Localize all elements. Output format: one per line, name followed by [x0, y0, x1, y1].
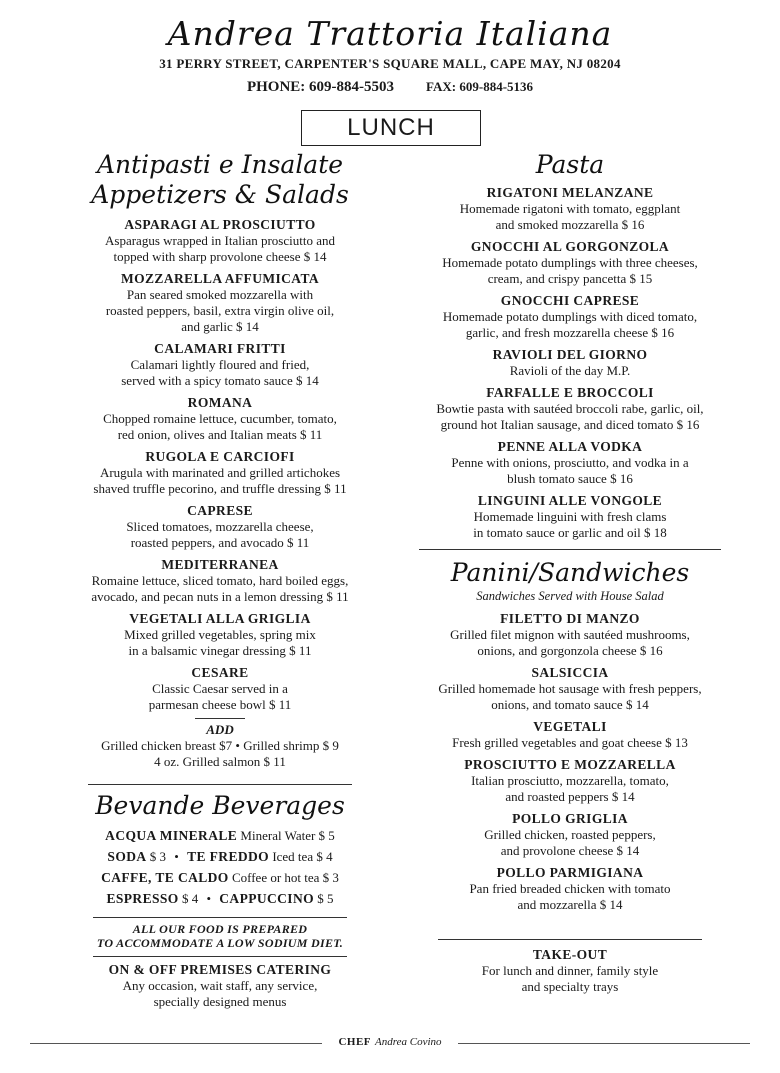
item-name: CESARE	[191, 665, 249, 680]
beverage-desc: $ 4	[181, 891, 199, 906]
item-name: GNOCCHI AL GORGONZOLA	[470, 239, 670, 254]
menu-item	[40, 448, 400, 497]
beverage-desc: Coffee or hot tea $ 3	[231, 870, 339, 885]
menu-item	[400, 810, 740, 859]
menu-item	[400, 438, 740, 487]
bullet-separator: •	[174, 849, 179, 864]
item-desc: blush tomato sauce $ 16	[507, 471, 633, 486]
item-desc: and mozzarella $ 14	[517, 897, 623, 912]
appetizers-heading: Appetizers & Salads	[91, 180, 349, 209]
menu-label-box: LUNCH	[301, 110, 481, 146]
item-desc: Calamari lightly floured and fried,	[130, 357, 310, 372]
item-desc: Sliced tomatoes, mozzarella cheese,	[126, 519, 314, 534]
item-name: LINGUINI ALLE VONGOLE	[477, 493, 663, 508]
item-desc: garlic, and fresh mozzarella cheese $ 16	[465, 325, 675, 340]
menu-item	[40, 340, 400, 389]
item-desc: Homemade potato dumplings with three cheeses,	[442, 255, 698, 270]
menu-item	[400, 718, 740, 751]
catering-desc: Any occasion, wait staff, any service,	[122, 978, 318, 993]
item-desc: shaved truffle pecorino, and truffle dressing $ 11	[93, 481, 347, 496]
menu-item	[400, 610, 740, 659]
menu-item	[400, 864, 740, 913]
right-column	[400, 150, 740, 995]
beverage-name: ESPRESSO	[106, 891, 179, 906]
menu-item	[400, 384, 740, 433]
item-desc: and roasted peppers $ 14	[505, 789, 635, 804]
takeout-title: TAKE-OUT	[532, 947, 608, 962]
beverage-row	[40, 825, 400, 846]
item-name: FILETTO DI MANZO	[500, 611, 640, 626]
beverage-row	[40, 888, 400, 909]
beverage-desc: Iced tea $ 4	[272, 849, 333, 864]
beverages-heading: Bevande Beverages	[95, 791, 345, 820]
takeout-desc: and specialty trays	[521, 979, 619, 994]
menu-item	[400, 292, 740, 341]
item-desc: Bowtie pasta with sautéed broccoli rabe, garlic, oil,	[436, 401, 704, 416]
item-desc: Grilled filet mignon with sautéed mushrooms,	[450, 627, 690, 642]
item-desc: parmesan cheese bowl $ 11	[148, 697, 292, 712]
item-desc: Fresh grilled vegetables and goat cheese $ 13	[452, 735, 688, 750]
section-divider	[88, 784, 352, 785]
beverage-name: CAPPUCCINO	[219, 891, 315, 906]
add-label: ADD	[206, 722, 234, 737]
item-desc: Classic Caesar served in a	[152, 681, 288, 696]
takeout-desc: For lunch and dinner, family style	[481, 963, 659, 978]
restaurant-title: Andrea Trattoria Italiana	[167, 14, 613, 53]
restaurant-address: 31 PERRY STREET, CARPENTER'S SQUARE MALL, CAPE MAY, NJ 08204	[159, 56, 621, 71]
item-name: RUGOLA E CARCIOFI	[145, 449, 295, 464]
catering-desc: specially designed menus	[153, 994, 287, 1009]
add-line: Grilled chicken breast $7 • Grilled shrimp $ 9	[101, 738, 339, 753]
beverage-name: CAFFE, TE CALDO	[101, 870, 229, 885]
beverage-desc: Mineral Water $ 5	[240, 828, 335, 843]
beverage-desc: $ 5	[317, 891, 334, 906]
beverage-name: ACQUA MINERALE	[105, 828, 238, 843]
menu-item	[40, 502, 400, 551]
item-desc: Homemade potato dumplings with diced tomato,	[442, 309, 698, 324]
item-name: CAPRESE	[187, 503, 253, 518]
item-desc: and provolone cheese $ 14	[500, 843, 640, 858]
menu-item	[40, 556, 400, 605]
item-desc: Italian prosciutto, mozzarella, tomato,	[471, 773, 669, 788]
item-desc: ground hot Italian sausage, and diced tomato $ 16	[440, 417, 700, 432]
menu-item	[400, 492, 740, 541]
item-desc: Homemade rigatoni with tomato, eggplant	[459, 201, 681, 216]
beverage-row	[40, 867, 400, 888]
item-desc: red onion, olives and Italian meats $ 11	[117, 427, 323, 442]
item-name: SALSICCIA	[531, 665, 609, 680]
contact-row	[0, 78, 780, 96]
fax-number: FAX: 609-884-5136	[426, 79, 534, 94]
item-desc: Homemade linguini with fresh clams	[473, 509, 667, 524]
item-desc: Arugula with marinated and grilled artichokes	[99, 465, 341, 480]
menu-item	[40, 394, 400, 443]
item-desc: roasted peppers, and avocado $ 11	[130, 535, 310, 550]
item-name: VEGETALI	[533, 719, 607, 734]
pasta-heading: Pasta	[535, 150, 605, 179]
item-name: POLLO PARMIGIANA	[496, 865, 644, 880]
item-desc: Pan seared smoked mozzarella with	[126, 287, 314, 302]
item-name: MEDITERRANEA	[161, 557, 279, 572]
section-divider	[93, 956, 347, 957]
beverage-desc: $ 3	[149, 849, 167, 864]
bullet-separator: •	[206, 891, 212, 906]
item-desc: in tomato sauce or garlic and oil $ 18	[473, 525, 667, 540]
item-name: POLLO GRIGLIA	[512, 811, 628, 826]
beverage-name: TE FREDDO	[187, 849, 270, 864]
menu-item	[40, 664, 400, 713]
menu-item	[400, 238, 740, 287]
item-desc: in a balsamic vinegar dressing $ 11	[128, 643, 312, 658]
menu-item	[40, 216, 400, 265]
item-name: GNOCCHI CAPRESE	[500, 293, 640, 308]
item-name: MOZZARELLA AFFUMICATA	[120, 271, 320, 286]
item-desc: onions, and tomato sauce $ 14	[491, 697, 649, 712]
item-desc: served with a spicy tomato sauce $ 14	[121, 373, 319, 388]
item-desc: avocado, and pecan nuts in a lemon dressing $ 11	[91, 589, 349, 604]
item-name: PROSCIUTTO E MOZZARELLA	[464, 757, 676, 772]
item-name: VEGETALI ALLA GRIGLIA	[129, 611, 311, 626]
item-desc: Mixed grilled vegetables, spring mix	[124, 627, 316, 642]
item-desc: Romaine lettuce, sliced tomato, hard boiled eggs,	[91, 573, 349, 588]
item-desc: Pan fried breaded chicken with tomato	[469, 881, 671, 896]
item-desc: Grilled chicken, roasted peppers,	[484, 827, 656, 842]
item-desc: and smoked mozzarella $ 16	[495, 217, 645, 232]
item-name: PENNE ALLA VODKA	[497, 439, 643, 454]
item-name: RIGATONI MELANZANE	[486, 185, 654, 200]
menu-item	[400, 346, 740, 379]
add-line: 4 oz. Grilled salmon $ 11	[154, 754, 286, 769]
item-desc: Grilled homemade hot sausage with fresh peppers,	[438, 681, 702, 696]
section-divider	[438, 939, 702, 940]
phone-number: PHONE: 609-884-5503	[246, 79, 395, 95]
item-desc: Ravioli of the day M.P.	[509, 363, 631, 378]
catering-title: ON & OFF PREMISES CATERING	[108, 962, 332, 977]
item-desc: onions, and gorgonzola cheese $ 16	[477, 643, 663, 658]
menu-item	[400, 664, 740, 713]
section-divider	[419, 549, 721, 550]
menu-item	[400, 756, 740, 805]
menu-item	[400, 184, 740, 233]
item-desc: topped with sharp provolone cheese $ 14	[113, 249, 327, 264]
antipasti-heading: Antipasti e Insalate	[96, 150, 344, 179]
item-desc: Penne with onions, prosciutto, and vodka in a	[451, 455, 689, 470]
item-name: ROMANA	[187, 395, 253, 410]
item-desc: cream, and crispy pancetta $ 15	[487, 271, 653, 286]
beverage-row	[40, 846, 400, 867]
menu-item	[40, 270, 400, 335]
sodium-note: TO ACCOMMODATE A LOW SODIUM DIET.	[96, 936, 344, 950]
item-desc: Chopped romaine lettuce, cucumber, tomato,	[103, 411, 337, 426]
item-name: CALAMARI FRITTI	[154, 341, 286, 356]
beverage-name: SODA	[107, 849, 147, 864]
menu-item	[40, 610, 400, 659]
item-name: ASPARAGI AL PROSCIUTTO	[124, 217, 316, 232]
section-divider	[93, 917, 347, 918]
item-desc: and garlic $ 14	[181, 319, 259, 334]
add-divider	[195, 718, 245, 719]
panini-heading: Panini/Sandwiches	[450, 558, 690, 587]
chef-label: CHEF	[338, 1036, 372, 1048]
chef-credit	[322, 1036, 458, 1048]
item-name: FARFALLE E BROCCOLI	[486, 385, 654, 400]
chef-name: Andrea Covino	[375, 1036, 442, 1048]
item-name: RAVIOLI DEL GIORNO	[492, 347, 648, 362]
item-desc: roasted peppers, basil, extra virgin olive oil,	[105, 303, 335, 318]
panini-subtitle: Sandwiches Served with House Salad	[476, 589, 664, 603]
sodium-note: ALL OUR FOOD IS PREPARED	[132, 922, 308, 936]
item-desc: Asparagus wrapped in Italian prosciutto and	[105, 233, 335, 248]
left-column	[40, 150, 400, 1010]
